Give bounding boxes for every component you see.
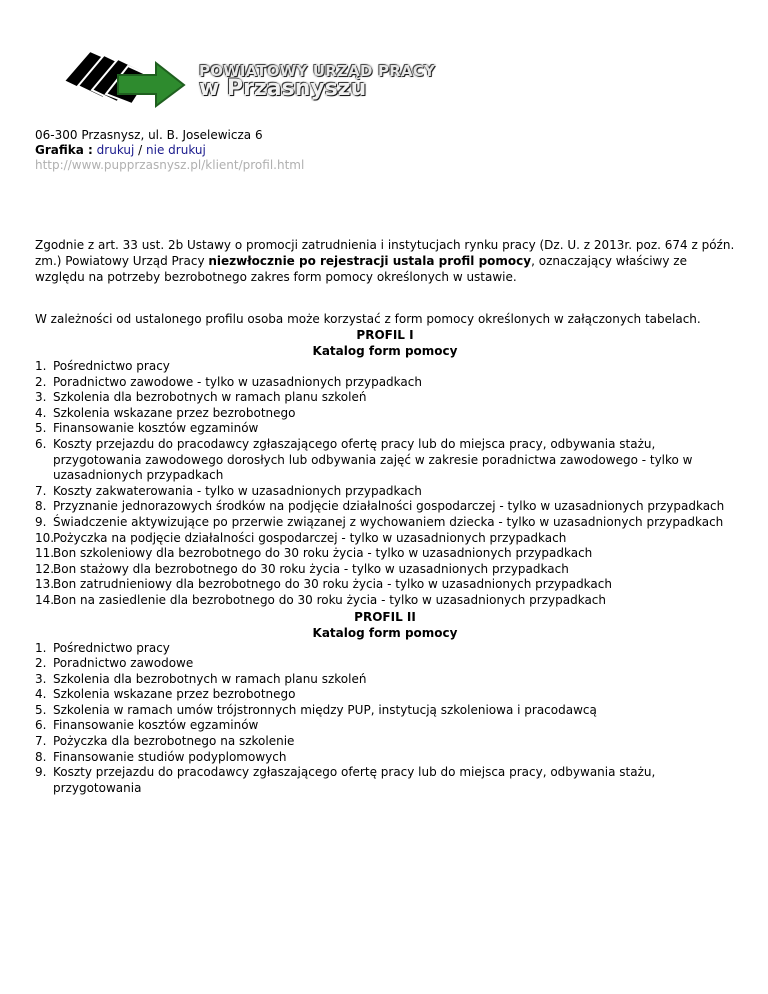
list-item xyxy=(35,359,735,375)
list-item xyxy=(35,687,735,703)
list-item-text: Finansowanie kosztów egzaminów xyxy=(53,421,259,436)
list-item xyxy=(35,593,735,609)
list-item xyxy=(35,703,735,719)
main-content xyxy=(35,237,735,796)
profile1-title: PROFIL I xyxy=(356,328,414,342)
list-item xyxy=(35,656,735,672)
link-separator: / xyxy=(138,143,143,157)
list-item-number: 4. xyxy=(35,687,47,702)
list-item-text: Poradnictwo zawodowe - tylko w uzasadnionych przypadkach xyxy=(53,374,422,389)
list-item-number: 2. xyxy=(35,656,47,671)
list-item xyxy=(35,577,735,593)
print-link[interactable]: drukuj xyxy=(96,143,135,157)
list-item-text: Koszty przejazdu do pracodawcy zgłaszającego ofertę pracy lub do miejsca pracy, odbywania stażu, przygotowania zawodowego dorosłych lub odbywania zajęć w zakresie poradnictwa zawodowego - tylko w uzasadnionych przypadkach xyxy=(53,436,693,483)
list-item-number: 11. xyxy=(35,546,55,561)
list-item-number: 9. xyxy=(35,514,47,529)
list-item-text: Finansowanie kosztów egzaminów xyxy=(53,718,259,733)
list-item-text: Koszty przejazdu do pracodawcy zgłaszającego ofertę pracy lub do miejsca pracy, odbywania stażu, przygotowania xyxy=(53,765,656,795)
list-item-text: Finansowanie studiów podyplomowych xyxy=(53,749,287,764)
list-item-number: 6. xyxy=(35,718,47,733)
list-item-text: Szkolenia wskazane przez bezrobotnego xyxy=(53,687,296,702)
logo xyxy=(62,48,436,108)
intro-text-before: Zgodnie z art. 33 ust. 2b Ustawy o promocji zatrudnienia i instytucjach rynku pracy (Dz. U. z 2013r. poz. 674 z późn. zm.) Powiatowy Urząd Pracy xyxy=(35,238,735,268)
list-item-text: Szkolenia dla bezrobotnych w ramach planu szkoleń xyxy=(53,390,367,405)
header-info xyxy=(35,128,735,173)
list-item xyxy=(35,750,735,766)
intro-bold-text: niezwłocznie po rejestracji ustala profil pomocy xyxy=(208,254,532,268)
profile2-list xyxy=(35,641,735,797)
list-item xyxy=(35,672,735,688)
list-item-text: Świadczenie aktywizujące po przerwie związanej z wychowaniem dziecka - tylko w uzasadnionych przypadkach xyxy=(53,514,724,529)
list-item-text: Szkolenia w ramach umów trójstronnych między PUP, instytucją szkoleniowa i pracodawcą xyxy=(53,702,597,717)
list-item-text: Poradnictwo zawodowe xyxy=(53,656,194,671)
list-item-number: 3. xyxy=(35,671,47,686)
list-item-number: 9. xyxy=(35,765,47,780)
profile2-title: PROFIL II xyxy=(354,609,416,624)
list-item xyxy=(35,390,735,406)
logo-title-line2: w Przasnyszu xyxy=(199,76,367,101)
list-item xyxy=(35,499,735,515)
list-item-number: 1. xyxy=(35,359,47,373)
list-item xyxy=(35,641,735,657)
list-item-number: 6. xyxy=(35,436,47,451)
list-item xyxy=(35,562,735,578)
profile1-list xyxy=(35,359,735,609)
list-item-text: Bon na zasiedlenie dla bezrobotnego do 30 roku życia - tylko w uzasadnionych przypadkach xyxy=(53,592,606,607)
list-item xyxy=(35,421,735,437)
list-item xyxy=(35,484,735,500)
list-item xyxy=(35,406,735,422)
list-item-number: 7. xyxy=(35,734,47,749)
list-item xyxy=(35,718,735,734)
list-item-text: Pośrednictwo pracy xyxy=(53,640,170,655)
list-item-number: 8. xyxy=(35,749,47,764)
list-item xyxy=(35,546,735,562)
list-item-text: Bon szkoleniowy dla bezrobotnego do 30 roku życia - tylko w uzasadnionych przypadkach xyxy=(53,546,593,561)
profile2-catalog-title: Katalog form pomocy xyxy=(312,625,458,640)
list-item-text: Szkolenia wskazane przez bezrobotnego xyxy=(53,405,296,420)
list-item-text: Pożyczka dla bezrobotnego na szkolenie xyxy=(53,734,295,749)
list-item-number: 13. xyxy=(35,577,55,592)
list-item-text: Koszty zakwaterowania - tylko w uzasadnionych przypadkach xyxy=(53,483,422,498)
list-item xyxy=(35,515,735,531)
list-item-number: 5. xyxy=(35,702,47,717)
list-item xyxy=(35,437,735,484)
graphics-label: Grafika : xyxy=(35,143,93,157)
logo-title-line1: POWIATOWY URZĄD PRACY xyxy=(199,62,436,80)
list-item-number: 12. xyxy=(35,561,55,576)
list-item-text: Pożyczka na podjęcie działalności gospodarczej - tylko w uzasadnionych przypadkach xyxy=(53,530,567,545)
no-print-link[interactable]: nie drukuj xyxy=(146,143,206,157)
page-url: http://www.pupprzasnysz.pl/klient/profil.html xyxy=(35,158,305,172)
profile1-catalog-title: Katalog form pomocy xyxy=(312,344,458,358)
address: 06-300 Przasnysz, ul. B. Joselewicza 6 xyxy=(35,128,263,142)
list-item-number: 8. xyxy=(35,499,47,514)
list-item-number: 2. xyxy=(35,374,47,389)
list-item xyxy=(35,531,735,547)
list-item-text: Pośrednictwo pracy xyxy=(53,359,170,373)
logo-graphic-icon xyxy=(62,48,202,108)
list-item-number: 10. xyxy=(35,530,55,545)
list-item xyxy=(35,734,735,750)
list-item-number: 4. xyxy=(35,405,47,420)
list-item-number: 3. xyxy=(35,390,47,405)
list-item-text: Przyznanie jednorazowych środków na podjęcie działalności gospodarczej - tylko w uzasadnionych przypadkach xyxy=(53,499,725,514)
list-item-number: 7. xyxy=(35,483,47,498)
intro-paragraph-2: W zależności od ustalonego profilu osoba może korzystać z form pomocy określonych w załączonych tabelach. xyxy=(35,312,701,326)
list-item-number: 5. xyxy=(35,421,47,436)
intro-text-after: , oznaczający właściwy ze względu na potrzeby bezrobotnego zakres form pomocy określonych w ustawie. xyxy=(35,254,687,284)
list-item-text: Bon zatrudnieniowy dla bezrobotnego do 30 roku życia - tylko w uzasadnionych przypadkach xyxy=(53,577,612,592)
graphics-row xyxy=(35,143,735,158)
list-item-number: 1. xyxy=(35,640,47,655)
list-item-text: Szkolenia dla bezrobotnych w ramach planu szkoleń xyxy=(53,671,367,686)
list-item-number: 14. xyxy=(35,592,55,607)
list-item xyxy=(35,375,735,391)
intro-paragraph-1 xyxy=(35,237,735,285)
list-item-text: Bon stażowy dla bezrobotnego do 30 roku życia - tylko w uzasadnionych przypadkach xyxy=(53,561,569,576)
list-item xyxy=(35,765,735,796)
